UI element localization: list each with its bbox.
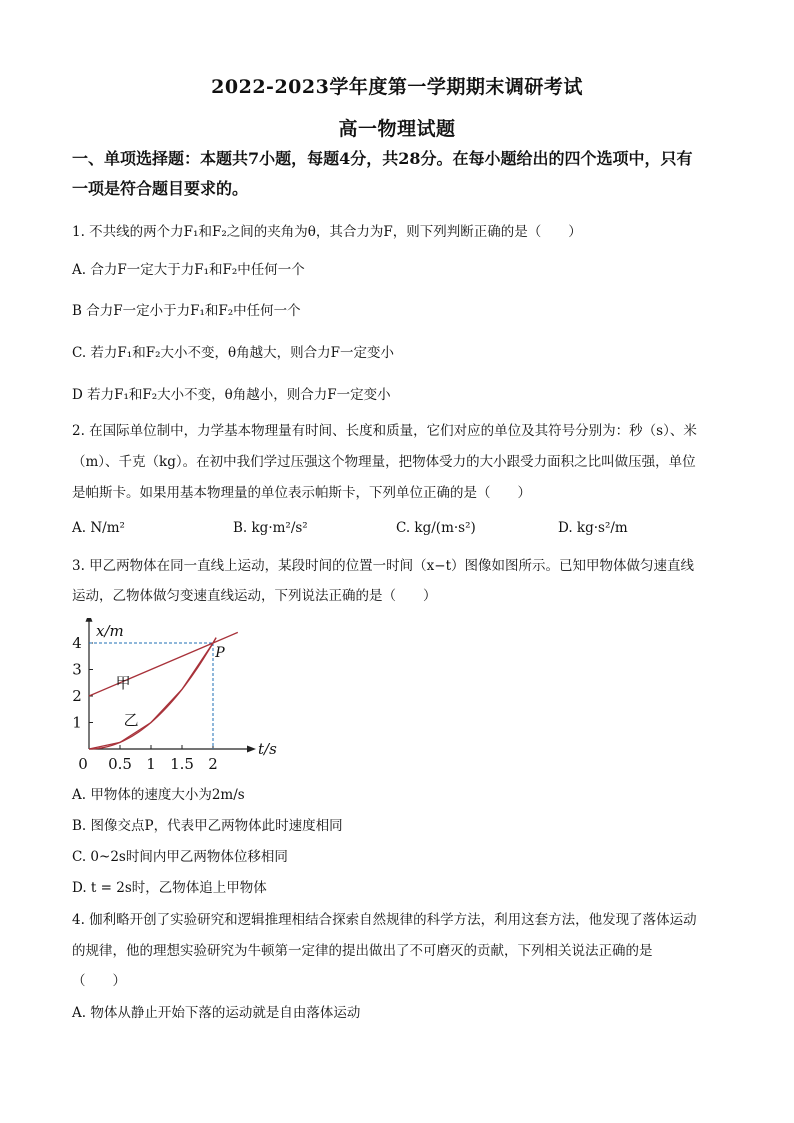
y-axis-label: x/m (96, 622, 124, 640)
q3-option-b: B. 图像交点P，代表甲乙两物体此时速度相同 (72, 818, 343, 834)
q4-line2: 的规律，他的理想实验研究为牛顿第一定律的提出做出了不可磨灭的贡献，下列相关说法正确的是 (72, 943, 653, 959)
q3-option-d: D. t = 2s时，乙物体追上甲物体 (72, 880, 267, 896)
x-tick-label: 2 (208, 755, 218, 773)
exam-title: 2022-2023学年度第一学期期末调研考试 (211, 76, 583, 98)
exam-subtitle: 高一物理试题 (338, 118, 456, 140)
q2-option-d: D. kg·s²/m (558, 520, 628, 536)
series-yi-smooth (89, 638, 216, 749)
q1-stem: 1. 不共线的两个力F₁和F₂之间的夹角为θ，其合力为F，则下列判断正确的是（ ） (72, 224, 582, 240)
section-heading-line2: 一项是符合题目要求的。 (72, 179, 249, 198)
y-tick-label: 4 (72, 634, 82, 652)
xt-graph-svg (60, 618, 290, 778)
section-heading-line1: 一、单项选择题：本题共7小题，每题4分，共28分。在每小题给出的四个选项中，只有 (72, 149, 693, 168)
q3-option-c: C. 0~2s时间内甲乙两物体位移相同 (72, 849, 288, 865)
q1-option-b: B 合力F一定小于力F₁和F₂中任何一个 (72, 303, 301, 319)
q3-line2: 运动，乙物体做匀变速直线运动，下列说法正确的是（ ） (72, 588, 437, 604)
q2-option-a: A. N/m² (72, 520, 125, 536)
xt-graph (60, 618, 290, 778)
x-axis-label: t/s (258, 740, 277, 758)
series-jia-line (89, 632, 238, 696)
q2-option-b: B. kg·m²/s² (233, 520, 308, 536)
y-axis-arrow (86, 618, 93, 622)
x-tick-label: 0.5 (108, 755, 132, 773)
y-tick-label: 2 (72, 687, 82, 705)
series-jia-label: 甲 (115, 674, 131, 693)
q4-line3: （ ） (72, 973, 126, 989)
y-tick-label: 3 (72, 660, 82, 679)
point-p-label: P (215, 645, 225, 661)
y-tick-label: 1 (72, 713, 82, 732)
x-tick-label: 1 (146, 755, 156, 773)
q1-option-d: D 若力F₁和F₂大小不变，θ角越小，则合力F一定变小 (72, 387, 391, 403)
q3-option-a: A. 甲物体的速度大小为2m/s (72, 787, 245, 803)
q1-option-a: A. 合力F一定大于力F₁和F₂中任何一个 (72, 262, 305, 278)
q2-line3: 是帕斯卡。如果用基本物理量的单位表示帕斯卡，下列单位正确的是（ ） (72, 485, 531, 501)
q3-line1: 3. 甲乙两物体在同一直线上运动，某段时间的位置一时间（x−t）图像如图所示。已知甲物体做匀速直线 (72, 558, 695, 574)
series-yi-label: 乙 (123, 711, 139, 730)
q2-options (72, 520, 732, 540)
q4-option-a: A. 物体从静止开始下落的运动就是自由落体运动 (72, 1005, 361, 1021)
x-tick-label: 1.5 (170, 755, 194, 773)
q4-line1: 4. 伽利略开创了实验研究和逻辑推理相结合探索自然规律的科学方法，利用这套方法，他发现了落体运动 (72, 912, 697, 928)
q2-line1: 2. 在国际单位制中，力学基本物理量有时间、长度和质量，它们对应的单位及其符号分别为：秒（s）、米 (72, 423, 697, 439)
x-tick-label: 0 (78, 755, 88, 773)
q2-line2: （m）、千克（kg）。在初中我们学过压强这个物理量，把物体受力的大小跟受力面积之比叫做压强，单位 (72, 454, 696, 470)
series-yi-curve (89, 638, 216, 749)
x-axis-arrow (247, 746, 256, 753)
q2-option-c: C. kg/(m·s²) (396, 520, 476, 536)
q1-option-c: C. 若力F₁和F₂大小不变，θ角越大，则合力F一定变小 (72, 345, 394, 361)
